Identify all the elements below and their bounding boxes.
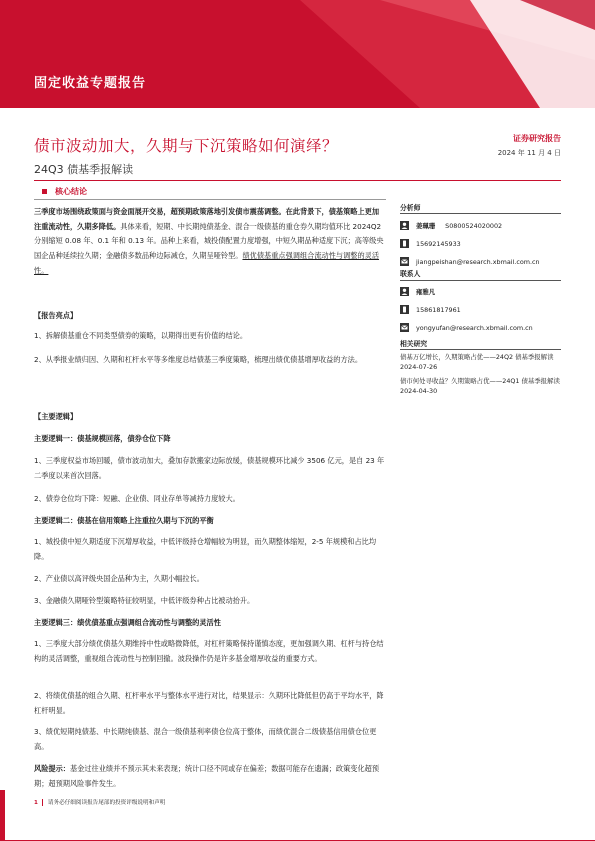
- highlight-item: 1、拆解债基重仓不同类型债券的策略，以期得出更有价值的结论。: [34, 331, 248, 340]
- sidebar-divider: [400, 280, 561, 281]
- related-research-item[interactable]: 债基万亿增长，久期策略占优——24Q2 债基季报解读 2024-07-26: [400, 353, 554, 371]
- sidebar-divider: [400, 349, 561, 350]
- bullet-square-icon: [42, 189, 47, 194]
- logic-title: 【主要逻辑】: [34, 412, 78, 421]
- title-divider: [34, 180, 561, 181]
- logic3-item: 2、将绩优债基的组合久期、杠杆率水平与整体水平进行对比，结果显示：久期环比降低但仍高于平均水平，降杠杆明显。: [34, 691, 384, 715]
- logic2-item: 3、金融债久期哑铃型策略特征较明显，中低评级券种占比被动抬升。: [34, 596, 255, 605]
- report-category-title: 固定收益专题报告: [34, 76, 147, 91]
- related-research-label: 相关研究: [400, 340, 428, 348]
- email-icon: [400, 323, 409, 332]
- document-subtitle: 24Q3 债基季报解读: [34, 163, 134, 176]
- logic1-item: 1、三季度权益市场回暖，债市波动加大，叠加存款搬家边际放缓，债基规模环比减少 3506 亿元，是自 23 年二季度以来首次回落。: [34, 456, 385, 480]
- footer-accent-bar: [0, 790, 5, 841]
- logic2-item: 2、产业债以高评级央国企品种为主，久期小幅拉长。: [34, 574, 204, 583]
- email-icon: [400, 257, 409, 266]
- logic1-title: 主要逻辑一：债基规模回落，债券仓位下降: [34, 434, 171, 443]
- section-heading: 核心结论: [42, 186, 87, 197]
- person-icon: [400, 287, 409, 296]
- highlights-title: 【报告亮点】: [34, 311, 78, 320]
- highlight-item: 2、从季报业绩归因、久期和杠杆水平等多维度总结债基三季度策略，梳理出绩优债基增厚收益的方法。: [34, 355, 363, 364]
- analyst-email-row: jiangpeishan@research.xbmail.com.cn: [400, 257, 540, 266]
- sidebar-divider: [400, 213, 561, 214]
- person-icon: [400, 221, 409, 230]
- analyst-label: 分析师: [400, 204, 421, 212]
- report-type-label: 证券研究报告: [513, 134, 561, 143]
- footer-disclaimer: 请务必仔细阅读报告尾部的投资评级说明和声明: [47, 800, 166, 806]
- logic3-item: 3、绩优短期纯债基、中长期纯债基、混合一级债基利率债仓位高于整体，而绩优混合二级债基信用债仓位更高。: [34, 727, 377, 751]
- section-divider: [34, 199, 386, 200]
- banner-decoration: [0, 0, 595, 108]
- footer-separator: [42, 799, 43, 806]
- page-number: 1: [34, 800, 38, 806]
- lead-paragraph: 三季度市场围绕政策面与资金面展开交易，超预期政策落地引发债市震荡调整。在此背景下，债基策略上更加注重流动性，久期多降低。具体来看，短期、中长期纯债基金、混合一级债基的重仓券久期均值环比 2024Q2 分别缩短 0.08 年、0.1 年和 0.13 年。品种上来看，城投债配置力度增强，中短久期品种适度下沉；高等级央国企品种延续拉久期；金融债多数品种边际减仓，久期呈哑铃型。绩优债基重点强调组合流动性与调整的灵活性。: [34, 207, 384, 275]
- analyst-name-row: 姜珮珊 S0800524020002: [400, 221, 502, 230]
- footer: [34, 798, 165, 806]
- analyst-phone-row: 15692145933: [400, 239, 461, 248]
- phone-icon: [400, 305, 409, 314]
- document-title: 债市波动加大，久期与下沉策略如何演绎？: [34, 137, 339, 155]
- related-research-item[interactable]: 债市何处寻收益？久期策略占优——24Q1 债基季报解读 2024-04-30: [400, 377, 560, 395]
- logic3-title: 主要逻辑三：绩优债基重点强调组合流动性与调整的灵活性: [34, 618, 221, 627]
- header-banner: [0, 0, 595, 108]
- contact-email-row: yongyufan@research.xbmail.com.cn: [400, 323, 533, 332]
- contact-label: 联系人: [400, 270, 421, 278]
- contact-name-row: 雍雅凡: [400, 287, 435, 296]
- risk-warning: 风险提示：基金过往业绩并不预示其未来表现；统计口径不同或存在偏差；数据可能存在遗漏；政策变化超预期；超预期风险事件发生。: [34, 764, 380, 788]
- logic2-item: 1、城投债中短久期适度下沉增厚收益，中低评级持仓增幅较为明显，而久期整体缩短，2-5 年规模和占比均降。: [34, 537, 377, 561]
- report-date: 2024 年 11 月 4 日: [497, 149, 561, 157]
- logic2-title: 主要逻辑二：债基在信用策略上注重拉久期与下沉的平衡: [34, 516, 214, 525]
- contact-phone-row: 15861817961: [400, 305, 461, 314]
- logic3-item: 1、三季度大部分绩优债基久期维持中性或略微降低，对杠杆策略保持谨慎态度，更加强调久期、杠杆与持仓结构的灵活调整，重视组合流动性与控制回撤。波段操作仍是许多基金增厚收益的重要方式。: [34, 639, 384, 663]
- logic1-item: 2、债券仓位均下降：短融、企业债、同业存单等减持力度较大。: [34, 494, 240, 503]
- phone-icon: [400, 239, 409, 248]
